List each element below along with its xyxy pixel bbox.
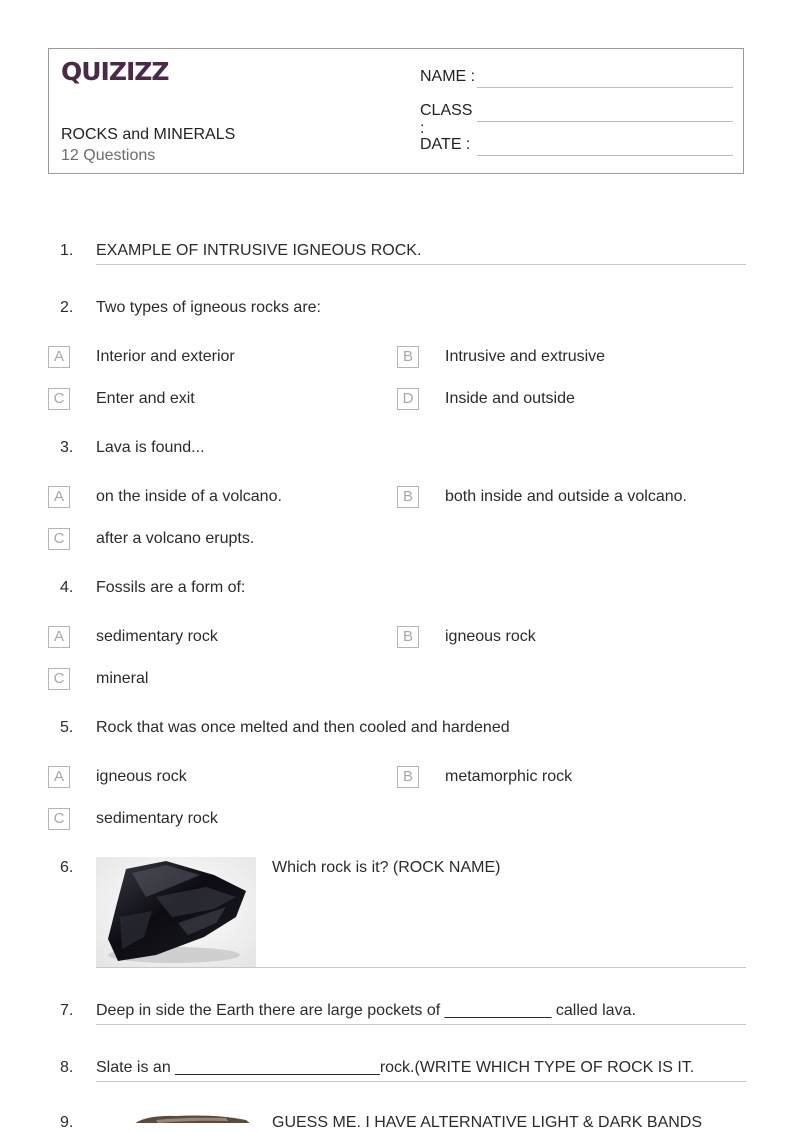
option-letter-box: C — [48, 528, 70, 550]
question-text: Rock that was once melted and then cooled and hardened — [96, 719, 510, 736]
name-field — [420, 68, 476, 86]
option-letter-box: C — [48, 668, 70, 690]
question-text: Fossils are a form of: — [96, 579, 246, 596]
option-text: Interior and exterior — [96, 348, 235, 365]
option-text: mineral — [96, 670, 149, 687]
option-letter-box: A — [48, 346, 70, 368]
option-letter-box: D — [397, 388, 419, 410]
banded-rock-photo — [96, 1111, 256, 1123]
question-text: GUESS ME. I HAVE ALTERNATIVE LIGHT & DARK BANDS — [272, 1114, 703, 1131]
option-letter-box: B — [397, 766, 419, 788]
question-text: Slate is an _______________________rock.(WRITE WHICH TYPE OF ROCK IS IT. — [96, 1059, 695, 1076]
question-text: Which rock is it? (ROCK NAME) — [272, 859, 501, 876]
question-number: 1. — [60, 242, 74, 259]
option-letter-box: A — [48, 486, 70, 508]
answer-line — [96, 1024, 746, 1025]
answer-line — [96, 1081, 746, 1082]
answer-line — [96, 264, 746, 265]
quizizz-logo — [61, 57, 169, 87]
logo-text: QUIZIZZ — [61, 57, 169, 86]
name-label: NAME : — [420, 68, 476, 85]
option-text: igneous rock — [445, 628, 536, 645]
question-text: Deep in side the Earth there are large pockets of ____________ called lava. — [96, 1002, 636, 1019]
class-blank-line — [477, 121, 733, 122]
option-text: metamorphic rock — [445, 768, 573, 785]
question-number: 9. — [60, 1114, 74, 1131]
date-label: DATE : — [420, 136, 471, 153]
question-number: 8. — [60, 1059, 74, 1076]
name-blank-line — [477, 87, 733, 88]
option-text: Inside and outside — [445, 390, 575, 407]
class-label: CLASS : — [420, 102, 473, 137]
question-number: 5. — [60, 719, 74, 736]
obsidian-rock-photo — [96, 857, 256, 967]
option-text: Enter and exit — [96, 390, 195, 407]
option-text: sedimentary rock — [96, 628, 218, 645]
answer-line — [96, 967, 746, 968]
option-letter-box: C — [48, 808, 70, 830]
question-number: 2. — [60, 299, 74, 316]
option-letter-box: C — [48, 388, 70, 410]
question-text: Two types of igneous rocks are: — [96, 299, 321, 316]
question-number: 3. — [60, 439, 74, 456]
option-letter-box: B — [397, 626, 419, 648]
option-letter-box: A — [48, 626, 70, 648]
option-letter-box: B — [397, 486, 419, 508]
question-number: 6. — [60, 859, 74, 876]
worksheet-header — [48, 48, 744, 174]
option-letter-box: B — [397, 346, 419, 368]
question-number: 7. — [60, 1002, 74, 1019]
option-letter-box: A — [48, 766, 70, 788]
option-text: on the inside of a volcano. — [96, 488, 282, 505]
question-text: EXAMPLE OF INTRUSIVE IGNEOUS ROCK. — [96, 242, 422, 259]
worksheet-title: ROCKS and MINERALS — [61, 126, 236, 143]
option-text: both inside and outside a volcano. — [445, 488, 687, 505]
question-number: 4. — [60, 579, 74, 596]
question-text: Lava is found... — [96, 439, 205, 456]
class-field — [420, 102, 476, 138]
question-count: 12 Questions — [61, 147, 156, 164]
date-blank-line — [477, 155, 733, 156]
option-text: igneous rock — [96, 768, 187, 785]
option-text: sedimentary rock — [96, 810, 218, 827]
date-field — [420, 136, 476, 154]
option-text: Intrusive and extrusive — [445, 348, 606, 365]
option-text: after a volcano erupts. — [96, 530, 255, 547]
